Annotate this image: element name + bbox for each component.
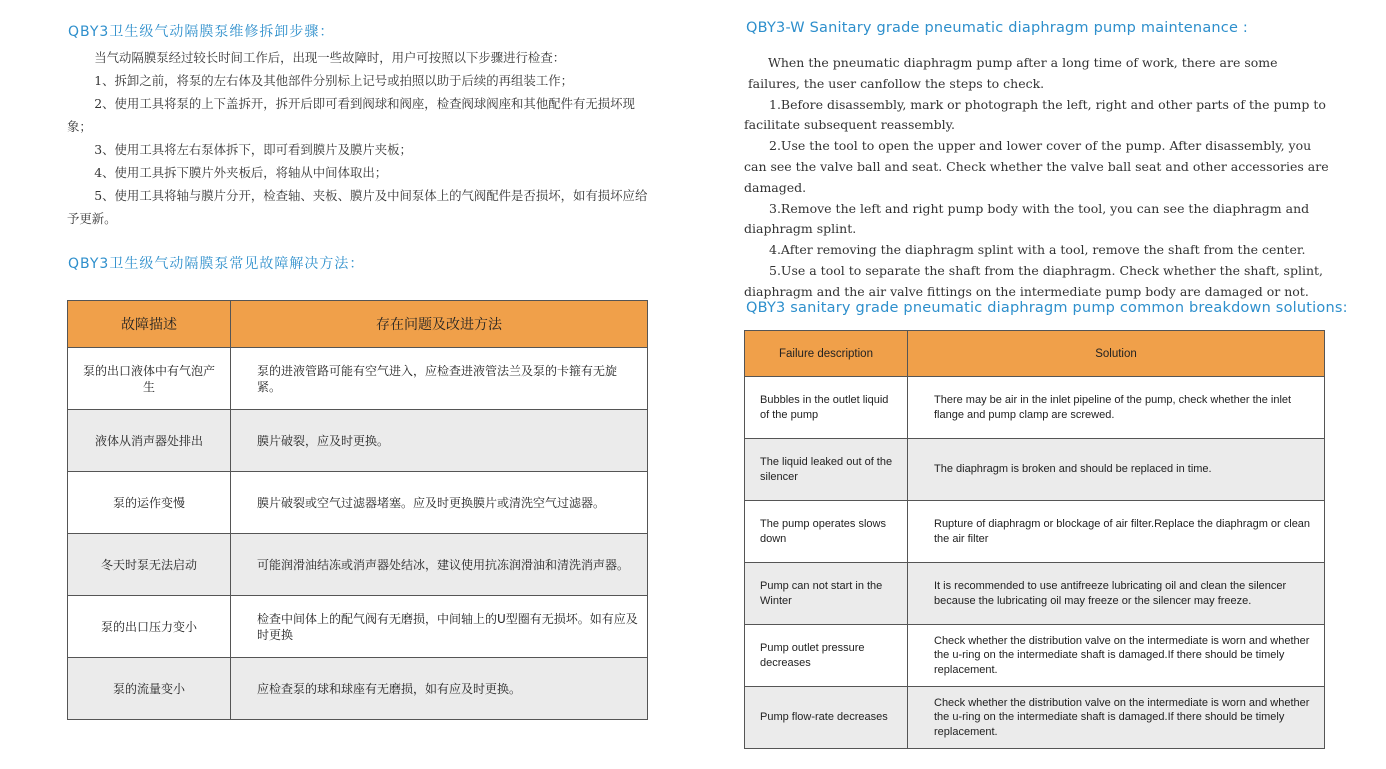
en-maintenance-title: QBY3-W Sanitary grade pneumatic diaphragm pump maintenance : [746,20,1248,36]
solution-cell: 检查中间体上的配气阀有无磨损，中间轴上的U型圈有无损坏。如有应及时更换 [231,596,648,658]
failure-cell: 泵的出口液体中有气泡产生 [68,348,231,410]
cn-step-3: 3、使用工具将左右泵体拆下，即可看到膜片及膜片夹板； [94,142,412,157]
failure-cell: The liquid leaked out of the silencer [745,439,908,501]
table-row [745,687,1325,749]
cn-breakdown-title: QBY3卫生级气动隔膜泵常见故障解决方法： [68,256,365,272]
en-breakdown-title: QBY3 sanitary grade pneumatic diaphragm pump common breakdown solutions: [746,300,1348,316]
solution-cell: 膜片破裂，应及时更换。 [231,410,648,472]
en-step-1: 1.Before disassembly, mark or photograph the left, right and other parts of the pump to facilitate subsequent reassembly. [744,96,1326,133]
solution-cell: Check whether the distribution valve on the intermediate is worn and whether the u-ring on the intermediate shaft is damaged.If there should be timely replacement. [908,687,1325,749]
table-row [68,596,648,658]
table-row [745,625,1325,687]
failure-cell: Pump can not start in the Winter [745,563,908,625]
solution-cell: 膜片破裂或空气过滤器堵塞。应及时更换膜片或清洗空气过滤器。 [231,472,648,534]
cn-header-solution: 存在问题及改进方法 [231,301,648,348]
cn-step-4: 4、使用工具拆下膜片外夹板后，将轴从中间体取出； [94,165,388,180]
failure-cell: Pump outlet pressure decreases [745,625,908,687]
en-step-4: 4.After removing the diaphragm splint with a tool, remove the shaft from the center. [769,242,1306,258]
solution-cell: 泵的进液管路可能有空气进入，应检查进液管法兰及泵的卡箍有无旋紧。 [231,348,648,410]
en-step-5: 5.Use a tool to separate the shaft from the diaphragm. Check whether the shaft, splint, diaphragm and the air valve fittings on the intermediate pump body are damaged or not. [744,262,1323,299]
failure-cell: 冬天时泵无法启动 [68,534,231,596]
cn-header-failure: 故障描述 [68,301,231,348]
en-step-2: 2.Use the tool to open the upper and lower cover of the pump. After disassembly, you can see the valve ball and seat. Check whether the valve ball seat and other accessories are damaged. [744,138,1329,195]
solution-cell: 可能润滑油结冻或消声器处结冰，建议使用抗冻润滑油和清洗消声器。 [231,534,648,596]
cn-step-5: 5、使用工具将轴与膜片分开，检查轴、夹板、膜片及中间泵体上的气阀配件是否损坏，如有损坏应给予更新。 [67,188,648,226]
solution-cell: The diaphragm is broken and should be replaced in time. [908,439,1325,501]
cn-maintenance-title: QBY3卫生级气动隔膜泵维修拆卸步骤： [68,24,335,40]
cn-steps [67,46,651,230]
cn-breakdown-table [67,300,648,720]
failure-cell: Bubbles in the outlet liquid of the pump [745,377,908,439]
cn-step-1: 1、拆卸之前，将泵的左右体及其他部件分别标上记号或拍照以助于后续的再组装工作； [94,73,573,88]
solution-cell: 应检查泵的球和球座有无磨损，如有应及时更换。 [231,658,648,720]
solution-cell: Check whether the distribution valve on the intermediate is worn and whether the u-ring on the intermediate shaft is damaged.If there should be timely replacement. [908,625,1325,687]
cn-step-intro: 当气动隔膜泵经过较长时间工作后，出现一些故障时，用户可按照以下步骤进行检查： [94,50,566,65]
failure-cell: The pump operates slows down [745,501,908,563]
en-breakdown-table [744,330,1325,749]
en-steps [744,53,1329,303]
failure-cell: 泵的出口压力变小 [68,596,231,658]
table-row [745,377,1325,439]
en-step-intro: When the pneumatic diaphragm pump after a long time of work, there are some failures, the user canfollow the steps to check. [748,55,1278,91]
solution-cell: It is recommended to use antifreeze lubricating oil and clean the silencer because the lubricating oil may freeze or the silencer may freeze. [908,563,1325,625]
table-header-row [68,301,648,348]
table-row [68,534,648,596]
table-header-row [745,331,1325,377]
failure-cell: 泵的运作变慢 [68,472,231,534]
en-header-solution: Solution [908,331,1325,377]
table-row [745,501,1325,563]
table-row [68,410,648,472]
failure-cell: 液体从消声器处排出 [68,410,231,472]
solution-cell: Rupture of diaphragm or blockage of air filter.Replace the diaphragm or clean the air filter [908,501,1325,563]
solution-cell: There may be air in the inlet pipeline of the pump, check whether the inlet flange and pump clamp are screwed. [908,377,1325,439]
en-header-failure: Failure description [745,331,908,377]
failure-cell: 泵的流量变小 [68,658,231,720]
cn-step-2: 2、使用工具将泵的上下盖拆开，拆开后即可看到阀球和阀座，检查阀球阀座和其他配件有无损坏现象； [67,96,635,134]
table-row [68,348,648,410]
table-row [745,563,1325,625]
table-row [68,472,648,534]
failure-cell: Pump flow-rate decreases [745,687,908,749]
table-row [68,658,648,720]
table-row [745,439,1325,501]
en-step-3: 3.Remove the left and right pump body with the tool, you can see the diaphragm and diaphragm splint. [744,200,1310,237]
